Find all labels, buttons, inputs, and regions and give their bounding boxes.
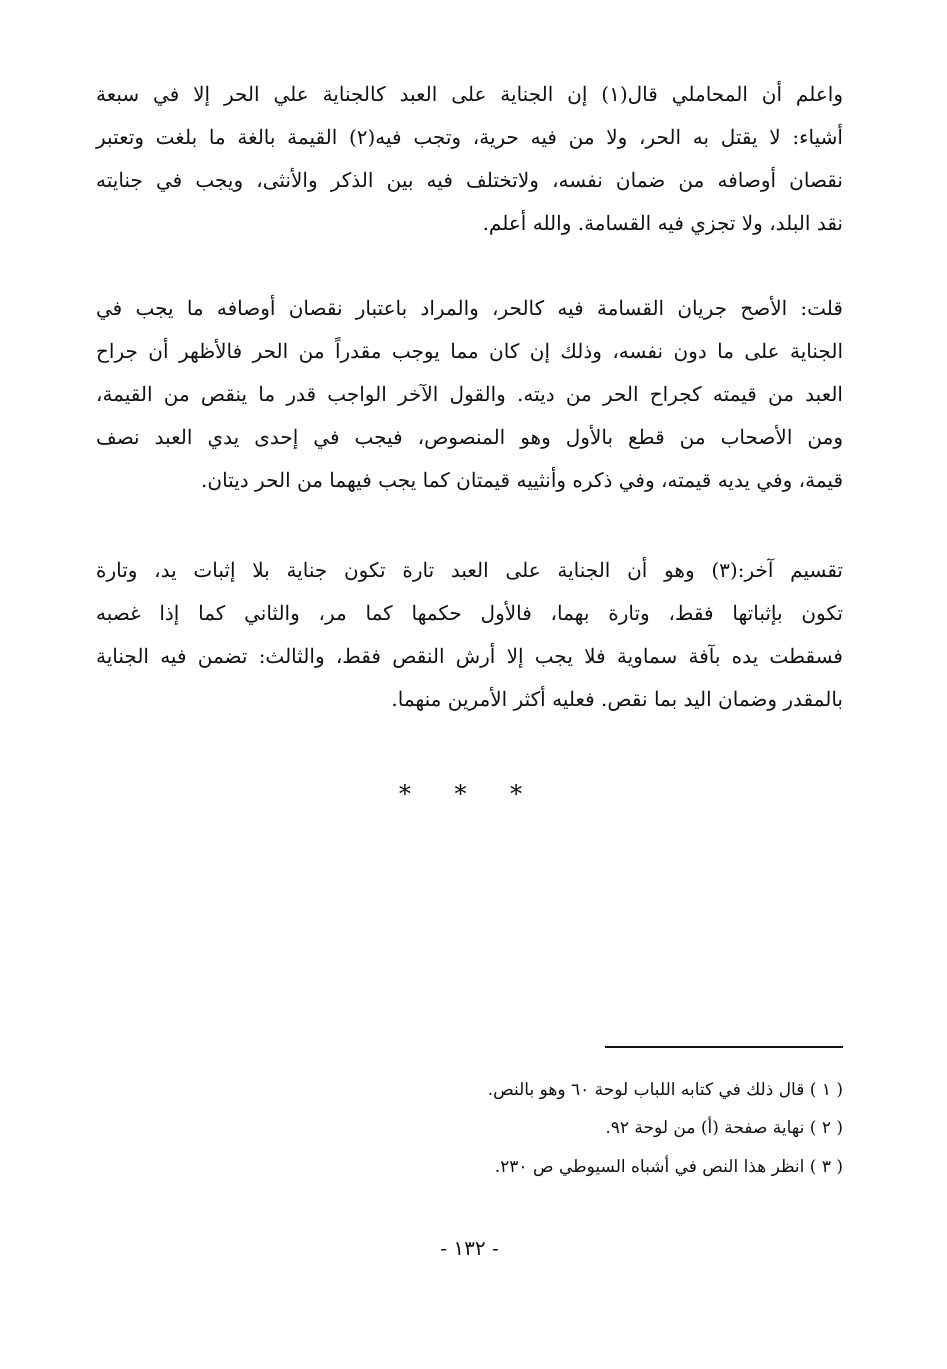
- footnote: ( ٣ ) انظر هذا النص في أشباه السيوطي ص ٢٣٠.: [494, 1157, 843, 1177]
- text-line: ومن الأصحاب من قطع بالأول وهو المنصوص، فيجب في إحدى يدي العبد نصف: [96, 425, 843, 449]
- text-line: تكون بإثباتها فقط، وتارة بهما، فالأول حكمها كما مر، والثاني كما إذا غصبه: [96, 601, 843, 625]
- text-line: تقسيم آخر:(٣) وهو أن الجناية على العبد تارة تكون جناية بلا إثبات يد، وتارة: [96, 558, 844, 582]
- text-line: واعلم أن المحاملي قال(١) إن الجناية على العبد كالجناية علي الحر إلا في سبعة: [96, 82, 843, 106]
- text-line: الجناية على ما دون نفسه، وذلك إن كان مما يوجب مقدراً من الحر فالأظهر أن جراح: [96, 339, 843, 363]
- text-line: فسقطت يده بآفة سماوية فلا يجب إلا أرش النقص فقط، والثالث: تضمن فيه الجناية: [96, 644, 843, 668]
- page-number: - ١٣٢ -: [440, 1236, 499, 1260]
- section-separator: * * *: [398, 780, 541, 808]
- footnote-rule: [605, 1046, 843, 1048]
- text-line: قيمة، وفي يديه قيمته، وفي ذكره وأنثييه قيمتان كما يجب فيهما من الحر ديتان.: [201, 468, 843, 492]
- footnote: ( ٢ ) نهاية صفحة (أ) من لوحة ٩٢.: [605, 1118, 843, 1138]
- text-line: أشياء: لا يقتل به الحر، ولا من فيه حرية، وتجب فيه(٢) القيمة بالغة ما بلغت وتعتبر: [96, 125, 843, 149]
- text-line: العبد من قيمته كجراح الحر من ديته. والقول الآخر الواجب قدر ما ينقص من القيمة،: [96, 382, 843, 406]
- footnote: ( ١ ) قال ذلك في كتابه اللباب لوحة ٦٠ وهو بالنص.: [487, 1080, 843, 1100]
- text-line: نقصان أوصافه من ضمان نفسه، ولاتختلف فيه بين الذكر والأنثى، ويجب في جنايته: [96, 168, 843, 192]
- text-line: نقد البلد، ولا تجزي فيه القسامة. والله أعلم.: [482, 211, 843, 235]
- text-line: قلت: الأصح جريان القسامة فيه كالحر، والمراد باعتبار نقصان أوصافه ما يجب في: [96, 296, 843, 320]
- text-line: بالمقدر وضمان اليد بما نقص. فعليه أكثر الأمرين منهما.: [391, 687, 843, 711]
- book-page: [96, 0, 843, 1369]
